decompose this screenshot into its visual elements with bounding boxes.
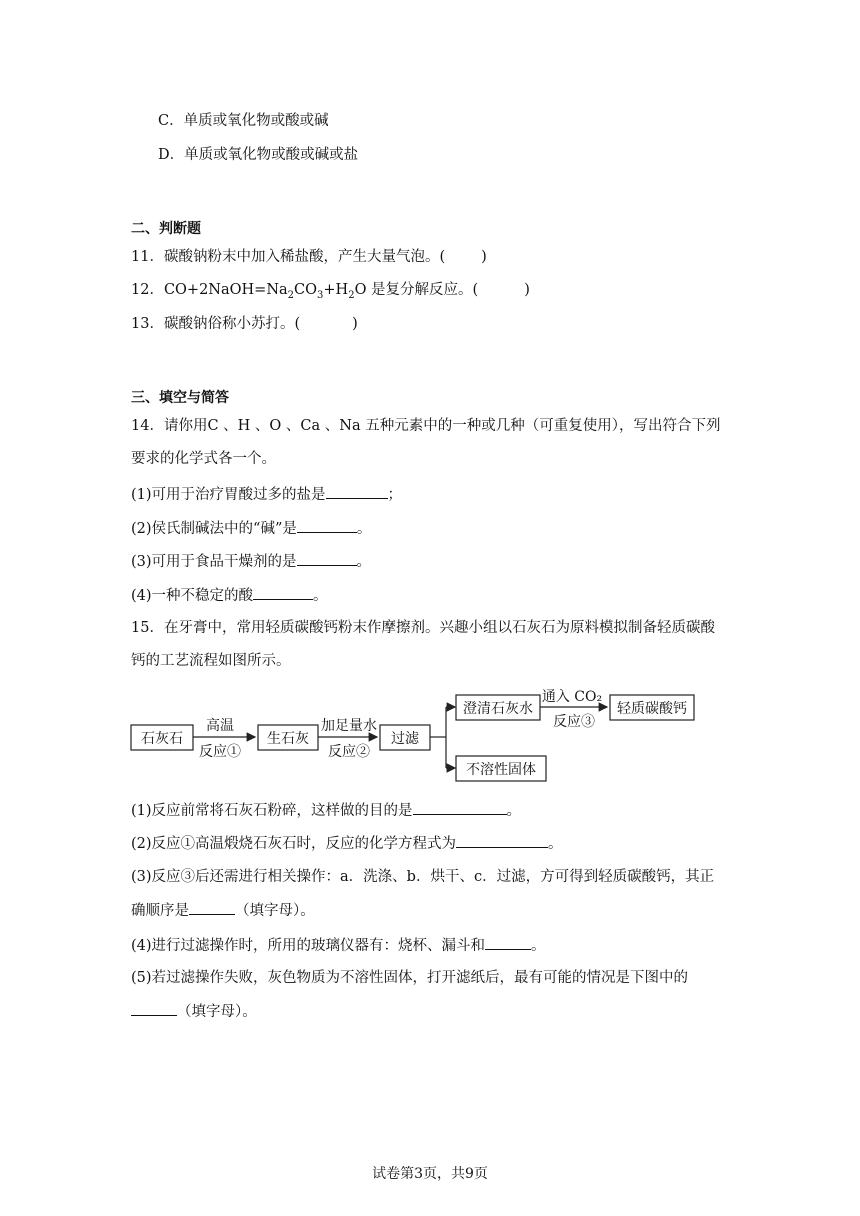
question-14-4 (131, 585, 328, 606)
question-14-3-text: (3)可用于食品干燥剂的是 (131, 554, 297, 570)
question-14-2-text: (2)侯氏制碱法中的“碱”是 (131, 521, 297, 537)
answer-blank[interactable] (413, 800, 507, 815)
question-12-sub-3: 2 (348, 289, 355, 301)
question-12-sub-1: 2 (287, 289, 295, 301)
flow-arrow-2-bottom: 反应② (328, 744, 370, 760)
question-11-text: 11．碳酸钠粉末中加入稀盐酸，产生大量气泡。( (131, 249, 446, 265)
question-15-line-2: 钙的工艺流程如图所示。 (131, 653, 291, 669)
question-15-4 (131, 935, 546, 956)
question-14-4-text: (4)一种不稳定的酸 (131, 588, 254, 604)
question-13-close: ) (352, 316, 358, 332)
section-2-title: 二、判断题 (131, 221, 201, 237)
question-15-5-end: （填字母）。 (177, 1004, 257, 1020)
question-11-close: ) (481, 249, 487, 265)
question-15-1 (131, 800, 521, 821)
question-15-5-line-1: (5)若过滤操作失败，灰色物质为不溶性固体，打开滤纸后，最有可能的情况是下图中的 (131, 970, 689, 986)
answer-blank[interactable] (485, 935, 531, 950)
option-c: C．单质或氧化物或酸或碱 (158, 113, 329, 129)
question-15-4-end: 。 (531, 938, 546, 954)
question-12 (131, 280, 530, 306)
option-d: D．单质或氧化物或酸或碱或盐 (158, 147, 359, 163)
question-15-2 (131, 833, 563, 854)
question-15-line-1: 15．在牙膏中，常用轻质碳酸钙粉末作摩擦剂。兴趣小组以石灰石为原料模拟制备轻质碳酸 (131, 620, 715, 636)
flow-box-limestone-label: 石灰石 (141, 731, 183, 747)
question-14-1-end: ； (387, 487, 403, 503)
process-flow-diagram (128, 688, 708, 788)
question-15-1-text: (1)反应前常将石灰石粉碎，这样做的目的是 (131, 803, 413, 819)
answer-blank[interactable] (456, 833, 548, 848)
flow-arrow-1-bottom: 反应① (199, 744, 241, 760)
question-12-close: ) (524, 282, 530, 298)
question-12-text-d: O 是复分解反应。( (354, 282, 479, 298)
flow-box-filter-label: 过滤 (391, 731, 419, 747)
flow-arrow-3-bottom: 反应③ (553, 714, 595, 730)
question-14-4-end: 。 (313, 588, 328, 604)
question-12-text-a: 12．CO+2NaOH=Na (131, 282, 288, 298)
flow-box-light-caco3-label: 轻质碳酸钙 (617, 701, 687, 717)
question-14-1 (131, 484, 402, 505)
flow-box-limewater-label: 澄清石灰水 (463, 701, 533, 717)
question-15-3-line-1: (3)反应③后还需进行相关操作：a．洗涤、b．烘干、c．过滤，方可得到轻质碳酸钙，其正 (131, 869, 715, 885)
question-14-line-2: 要求的化学式各一个。 (131, 451, 276, 467)
answer-blank[interactable] (297, 518, 357, 533)
section-3-title: 三、填空与简答 (131, 390, 229, 406)
flow-box-insoluble-solid-label: 不溶性固体 (466, 762, 536, 778)
answer-blank[interactable] (253, 585, 313, 600)
question-14-3-end: 。 (356, 554, 372, 570)
question-12-text-b: CO (294, 282, 318, 298)
question-12-sub-2: 3 (317, 289, 324, 301)
flow-arrow-3-top: 通入 CO₂ (541, 689, 603, 705)
question-14-2 (131, 518, 371, 539)
question-14-3 (131, 551, 371, 572)
question-13 (131, 314, 358, 334)
answer-blank[interactable] (131, 1001, 177, 1016)
answer-blank[interactable] (326, 484, 388, 499)
question-15-3-end: （填字母）。 (235, 903, 315, 919)
answer-blank[interactable] (297, 551, 357, 566)
question-13-text: 13．碳酸钠俗称小苏打。( (131, 316, 301, 332)
question-12-text-c: +H (323, 282, 349, 298)
answer-blank[interactable] (189, 900, 235, 915)
flow-arrow-2-top: 加足量水 (321, 718, 377, 734)
question-15-1-end: 。 (506, 803, 522, 819)
question-11 (131, 247, 487, 267)
page-footer: 试卷第3页，共9页 (372, 1166, 488, 1182)
flow-arrow-1-top: 高温 (206, 718, 234, 734)
question-15-4-text: (4)进行过滤操作时，所用的玻璃仪器有：烧杯、漏斗和 (131, 938, 486, 954)
question-15-3-text: 确顺序是 (131, 903, 189, 919)
question-15-3-line-2 (131, 900, 315, 921)
question-15-5-line-2 (131, 1001, 257, 1022)
question-14-line-1: 14．请你用C 、H 、O 、Ca 、Na 五种元素中的一种或几种（可重复使用），写出符合下列 (131, 418, 721, 434)
question-15-2-text: (2)反应①高温煅烧石灰石时，反应的化学方程式为 (131, 836, 457, 852)
question-14-2-end: 。 (356, 521, 372, 537)
question-15-2-end: 。 (548, 836, 563, 852)
flow-box-quicklime-label: 生石灰 (267, 731, 309, 747)
question-14-1-text: (1)可用于治疗胃酸过多的盐是 (131, 487, 326, 503)
